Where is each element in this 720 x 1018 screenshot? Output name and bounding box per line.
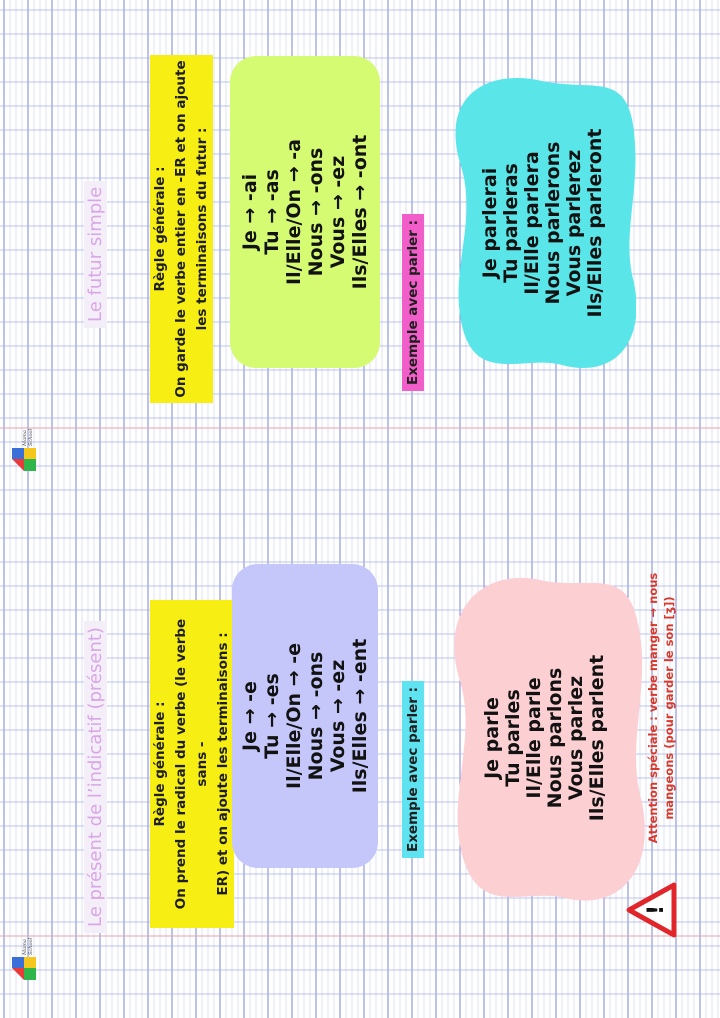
present-attention-note	[645, 548, 677, 868]
example-line: Il/Elle parlera	[521, 151, 543, 295]
logo: Mama School	[8, 940, 58, 982]
example-line: Je parlerai	[479, 167, 501, 279]
present-rule-heading: Règle générale :	[152, 701, 168, 827]
futur-rule-line: les terminaisons du futur :	[194, 127, 210, 331]
futur-terminations-box	[230, 56, 380, 368]
termination-line: Ils/Elles → -ent	[349, 638, 371, 794]
futur-title: Le futur simple	[84, 181, 107, 328]
termination-line: Vous → -ez	[327, 659, 349, 773]
futur-example-label: Exemple avec parler :	[402, 214, 424, 391]
example-line: Je parle	[481, 697, 503, 779]
present-example-label: Exemple avec parler :	[402, 681, 424, 858]
example-line: Tu parleras	[500, 163, 522, 283]
warning-icon: !	[626, 882, 678, 938]
termination-line: Je → -e	[239, 681, 261, 751]
example-line: Vous parlez	[565, 675, 587, 801]
termination-line: Il/Elle/On → -e	[283, 643, 305, 789]
termination-line: Je → -ai	[239, 173, 261, 251]
futur-rule	[150, 55, 213, 403]
present-examples-list	[445, 568, 645, 908]
example-line: Nous parlons	[544, 667, 566, 809]
futur-examples-list	[450, 73, 636, 373]
logo: Mama School	[8, 431, 58, 473]
example-line: Ils/Elles parleront	[584, 128, 606, 318]
termination-line: Ils/Elles → -ont	[349, 134, 371, 290]
example-line: Tu parles	[502, 689, 524, 787]
example-line: Ils/Elles parlent	[586, 654, 608, 822]
futur-rule-line: On garde le verbe entier en -ER et on ajoute	[173, 60, 189, 398]
termination-line: Nous → -ons	[305, 651, 327, 781]
termination-line: Il/Elle/On → -a	[283, 139, 305, 285]
attention-line: Attention spéciale : verbe manger → nous	[646, 572, 660, 844]
present-title: Le présent de l’indicatif (présent)	[84, 621, 107, 933]
example-line: Vous parlerez	[563, 149, 585, 297]
termination-line: Tu → -es	[261, 673, 283, 759]
termination-line: Tu → -as	[261, 169, 283, 255]
attention-line: mangeons (pour garder le son [ʒ])	[662, 596, 676, 820]
present-terminations-box	[232, 564, 378, 868]
example-line: Il/Elle parle	[523, 677, 545, 799]
present-rule	[150, 600, 234, 928]
futur-rule-heading: Règle générale :	[152, 166, 168, 292]
example-line: Nous parlerons	[542, 141, 564, 305]
present-rule-line: On prend le radical du verbe (le verbe sans -	[173, 618, 210, 910]
termination-line: Nous → -ons	[305, 147, 327, 277]
present-rule-line: ER) et on ajoute les terminaisons :	[215, 632, 231, 896]
termination-line: Vous → -ez	[327, 155, 349, 269]
